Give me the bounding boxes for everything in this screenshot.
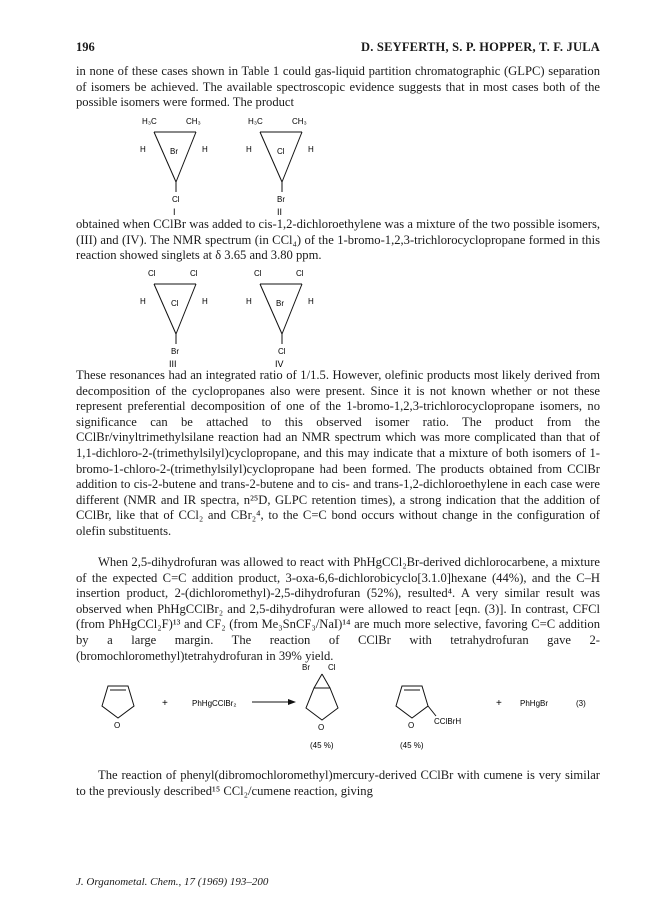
substituent-inner: Br bbox=[276, 299, 284, 308]
substituent-bottom: Br bbox=[171, 347, 179, 356]
yield-label-1: (45 %) bbox=[310, 741, 334, 750]
structure-III bbox=[140, 264, 224, 369]
compound-label: I bbox=[173, 207, 176, 217]
paragraph-2: obtained when CClBr was added to cis-1,2-dichloroethylene was a mixture of the two possible isomers, (III) and (IV). The NMR spectrum (in CCl₄) of the 1-bromo-1,2,3-trichlorocyclopropane formed in this reaction showed singlets at δ 3.65 and 3.80 ppm. bbox=[76, 217, 600, 263]
substituent-h-right: H bbox=[202, 145, 208, 154]
dihydrofuran-structure bbox=[102, 686, 134, 730]
reaction-arrow bbox=[252, 699, 296, 705]
substituent-bottom: Cl bbox=[278, 347, 286, 356]
compound-label: IV bbox=[275, 359, 284, 369]
structure-IV bbox=[246, 264, 330, 369]
substituent-h-left: H bbox=[246, 145, 252, 154]
insertion-product-structure bbox=[396, 686, 461, 730]
substituent-top-right: Cl bbox=[296, 269, 304, 278]
paragraph-5: The reaction of phenyl(dibromochloromethyl)mercury-derived CClBr with cumene is very similar to the previously described¹⁵ CCl₂/cumene reaction, giving bbox=[76, 768, 600, 798]
substituent-h-left: H bbox=[140, 297, 146, 306]
substituent-inner: Cl bbox=[171, 299, 179, 308]
substituent-top-right: CH₃ bbox=[292, 117, 307, 126]
compound-label: II bbox=[277, 207, 283, 217]
bicyclic-product-structure bbox=[302, 663, 338, 732]
substituent-h-left: H bbox=[246, 297, 252, 306]
byproduct-formula: PhHgBr bbox=[520, 699, 549, 708]
running-header bbox=[76, 40, 600, 56]
substituent-inner: Cl bbox=[277, 147, 285, 156]
substituent-top-left: H₃C bbox=[142, 117, 157, 126]
paragraph-3: These resonances had an integrated ratio of 1/1.5. However, olefinic products most likely derived from decomposition of the cyclopropanes also were present. Since it is not known whether or not these represent preferential decomposition of one of the 1-bromo-1,2,3-trichlorocyclopropane isomers, no significance can be attached to this observed isomer ratio. The product from the CClBr/vinyltrimethylsilane reaction had an NMR spectrum which was more complicated than that of 1,1-dichloro-2-(trimethylsilyl)cyclopropane, and this may indicate that a mixture of both isomers of 1-bromo-1-chloro-2-(trimethylsilyl)cyclopropane had been formed. The products obtained from CClBr addition to cis-2-butene and trans-2-butene and to cis- and trans-1,2-dichloroethylene in each case were different (NMR and IR spectra, n²⁵D, GLPC retention times), a strong indication that the addition of CClBr, like that of CCl₂ and CBr₂⁴, to the C=C bond occurs without change in the configuration of olefin substituents. bbox=[76, 368, 600, 538]
ring-oxygen: O bbox=[408, 721, 415, 730]
substituent-bottom: Br bbox=[277, 195, 285, 204]
substituent-h-right: H bbox=[308, 297, 314, 306]
ring-oxygen: O bbox=[114, 721, 121, 730]
substituent-inner: Br bbox=[170, 147, 178, 156]
journal-citation-footer: J. Organometal. Chem., 17 (1969) 193–200 bbox=[76, 876, 269, 888]
substituent-top-left: H₃C bbox=[248, 117, 263, 126]
substituent-top-left: Cl bbox=[254, 269, 262, 278]
equation-3 bbox=[76, 660, 600, 760]
product-bromine: Br bbox=[302, 663, 310, 672]
structure-II bbox=[246, 112, 330, 217]
substituent-top-right: Cl bbox=[190, 269, 198, 278]
running-authors: D. SEYFERTH, S. P. HOPPER, T. F. JULA bbox=[361, 40, 600, 54]
page-number: 196 bbox=[76, 40, 95, 54]
substituent-cclbrh: CClBrH bbox=[434, 717, 462, 726]
structure-I bbox=[140, 112, 224, 217]
plus-sign: + bbox=[496, 698, 502, 709]
yield-label-2: (45 %) bbox=[400, 741, 424, 750]
equation-number: (3) bbox=[576, 699, 586, 708]
reagent-formula: PhHgCClBr₂ bbox=[192, 699, 237, 708]
paragraph-1: in none of these cases shown in Table 1 could gas-liquid partition chromatographic (GLPC) separation of isomers be achieved. The available spectroscopic evidence suggests that in most cases both of the possible isomers were formed. The product bbox=[76, 64, 600, 110]
substituent-h-left: H bbox=[140, 145, 146, 154]
substituent-bottom: Cl bbox=[172, 195, 180, 204]
substituent-top-right: CH₃ bbox=[186, 117, 201, 126]
paragraph-4: When 2,5-dihydrofuran was allowed to react with PhHgCCl₂Br-derived dichlorocarbene, a mixture of the expected C=C addition product, 3-oxa-6,6-dichlorobicyclo[3.1.0]hexane (44%), and the C–H insertion product, 2-(dichloromethyl)-2,5-dihydrofuran (52%), resulted⁴. A very similar result was observed when PhHgCClBr₂ and 2,5-dihydrofuran were allowed to react [eqn. (3)]. In contrast, CFCl (from PhHgCCl₂F)¹³ and CF₂ (from Me₃SnCF₃/NaI)¹⁴ are much more selective, favoring C=C addition by a large margin. The reaction of CClBr with tetrahydrofuran gave 2-(bromochloromethyl)tetrahydrofuran in 39% yield. bbox=[76, 555, 600, 663]
compound-label: III bbox=[169, 359, 177, 369]
ring-oxygen: O bbox=[318, 723, 325, 732]
substituent-top-left: Cl bbox=[148, 269, 156, 278]
substituent-h-right: H bbox=[202, 297, 208, 306]
plus-sign: + bbox=[162, 698, 168, 709]
substituent-h-right: H bbox=[308, 145, 314, 154]
product-chlorine: Cl bbox=[328, 663, 336, 672]
